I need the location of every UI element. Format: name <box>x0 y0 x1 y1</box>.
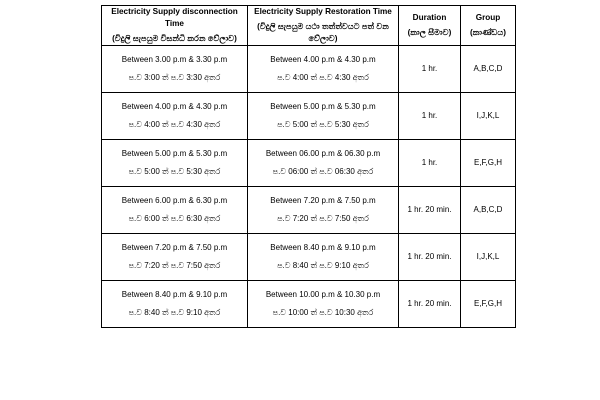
cell-disconnection-time <box>102 280 248 327</box>
disconnection-time-si: ප.ව 5:00 ත් ප.ව 5:30 අතර <box>128 166 221 176</box>
restoration-time-en: Between 7.20 p.m & 7.50 p.m <box>270 195 376 205</box>
column-header-disconnection-time-si: (විදුලි සැපයුම විසන්ධි කරන වේලාව) <box>112 33 237 43</box>
column-header-group-en: Group <box>475 12 501 22</box>
cell-group: A,B,C,D <box>461 186 516 233</box>
table-row <box>102 233 516 280</box>
disconnection-time-si: ප.ව 3:00 ත් ප.ව 3:30 අතර <box>128 72 221 82</box>
column-header-group <box>461 6 516 46</box>
restoration-time-en: Between 8.40 p.m & 9.10 p.m <box>270 242 376 252</box>
disconnection-time-si: ප.ව 4:00 ත් ප.ව 4:30 අතර <box>128 119 221 129</box>
cell-restoration-time <box>248 186 399 233</box>
column-header-group-si: (කාණ්ඩය) <box>470 27 506 37</box>
restoration-time-si: ප.ව 5:00 ත් ප.ව 5:30 අතර <box>277 119 369 129</box>
column-header-disconnection-time-en: Electricity Supply disconnection Time <box>111 7 238 28</box>
cell-disconnection-time <box>102 186 248 233</box>
power-cut-schedule-table <box>101 5 516 328</box>
cell-restoration-time <box>248 92 399 139</box>
table-row <box>102 45 516 92</box>
disconnection-time-si: ප.ව 7:20 ත් ප.ව 7:50 අතර <box>128 260 221 270</box>
restoration-time-en: Between 10.00 p.m & 10.30 p.m <box>265 289 381 299</box>
column-header-disconnection-time <box>102 6 248 46</box>
restoration-time-si: ප.ව 7:20 ත් ප.ව 7:50 අතර <box>277 213 369 223</box>
restoration-time-si: ප.ව 8:40 ත් ප.ව 9:10 අතර <box>277 260 369 270</box>
cell-duration: 1 hr. <box>399 92 461 139</box>
column-header-restoration-time-si: (විදුලි සැපයුම යථා තත්ත්වයට පත් වන වේලාව) <box>257 21 389 43</box>
table-row <box>102 92 516 139</box>
disconnection-time-si: ප.ව 8:40 ත් ප.ව 9:10 අතර <box>128 307 221 317</box>
column-header-duration-en: Duration <box>412 12 447 22</box>
cell-disconnection-time <box>102 45 248 92</box>
disconnection-time-en: Between 5.00 p.m & 5.30 p.m <box>121 148 228 158</box>
cell-restoration-time <box>248 280 399 327</box>
cell-duration: 1 hr. <box>399 139 461 186</box>
restoration-time-en: Between 4.00 p.m & 4.30 p.m <box>270 54 376 64</box>
cell-group: E,F,G,H <box>461 139 516 186</box>
cell-group: E,F,G,H <box>461 280 516 327</box>
table-body <box>102 45 516 327</box>
table-header-row <box>102 6 516 46</box>
table-row <box>102 280 516 327</box>
disconnection-time-en: Between 7.20 p.m & 7.50 p.m <box>121 242 228 252</box>
disconnection-time-en: Between 3.00 p.m & 3.30 p.m <box>121 54 228 64</box>
disconnection-time-si: ප.ව 6:00 ත් ප.ව 6:30 අතර <box>128 213 221 223</box>
disconnection-time-en: Between 6.00 p.m & 6.30 p.m <box>121 195 228 205</box>
cell-duration: 1 hr. 20 min. <box>399 280 461 327</box>
cell-restoration-time <box>248 233 399 280</box>
cell-duration: 1 hr. 20 min. <box>399 186 461 233</box>
cell-disconnection-time <box>102 233 248 280</box>
column-header-restoration-time <box>248 6 399 46</box>
cell-restoration-time <box>248 139 399 186</box>
cell-group: I,J,K,L <box>461 92 516 139</box>
cell-disconnection-time <box>102 139 248 186</box>
column-header-duration <box>399 6 461 46</box>
cell-restoration-time <box>248 45 399 92</box>
restoration-time-si: ප.ව 10:00 ත් ප.ව 10:30 අතර <box>272 307 374 317</box>
cell-group: I,J,K,L <box>461 233 516 280</box>
column-header-duration-si: (කාල සීමාව) <box>407 27 452 37</box>
disconnection-time-en: Between 4.00 p.m & 4.30 p.m <box>121 101 228 111</box>
cell-disconnection-time <box>102 92 248 139</box>
restoration-time-en: Between 5.00 p.m & 5.30 p.m <box>270 101 376 111</box>
table-header <box>102 6 516 46</box>
restoration-time-en: Between 06.00 p.m & 06.30 p.m <box>265 148 381 158</box>
cell-duration: 1 hr. <box>399 45 461 92</box>
cell-group: A,B,C,D <box>461 45 516 92</box>
column-header-restoration-time-en: Electricity Supply Restoration Time <box>254 7 392 16</box>
disconnection-time-en: Between 8.40 p.m & 9.10 p.m <box>121 289 228 299</box>
restoration-time-si: ප.ව 06:00 ත් ප.ව 06:30 අතර <box>272 166 374 176</box>
table-row <box>102 139 516 186</box>
cell-duration: 1 hr. 20 min. <box>399 233 461 280</box>
table-row <box>102 186 516 233</box>
restoration-time-si: ප.ව 4:00 ත් ප.ව 4:30 අතර <box>277 72 369 82</box>
